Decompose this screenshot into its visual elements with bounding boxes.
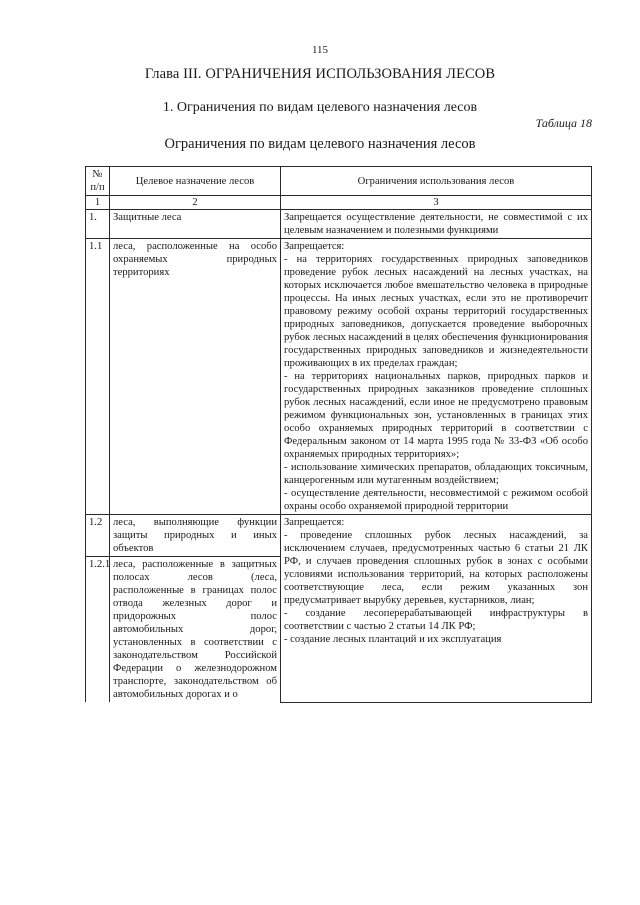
restriction-line: - использование химических препаратов, обладающих токсичным, канцерогенным или мутагенным воздействием;	[284, 462, 588, 486]
section-title: 1. Ограничения по видам целевого назначения лесов	[162, 100, 478, 115]
table-header-row	[86, 167, 592, 196]
row-purpose: леса, выполняющие функции защиты природных и иных объектов	[110, 515, 281, 557]
column-number: 1	[86, 196, 110, 210]
chapter-title: Глава III. ОГРАНИЧЕНИЯ ИСПОЛЬЗОВАНИЯ ЛЕСОВ	[144, 66, 496, 82]
table-row	[86, 210, 592, 239]
restriction-line: - на территориях государственных природных заповедников проведение рубок лесных насаждений на лесных участках, на которых исключается любое вмешательство человека в природные процессы. На иных лесных участках, если это не противоречит правовому режиму особой охраны территорий государственных природных заповедников, допускается проведение выборочных рубок лесных насаждений в целях обеспечения функционирования государственных природных заповедников и жизнедеятельности проживающих в их пределах граждан;	[284, 254, 588, 369]
table-caption: Ограничения по видам целевого назначения лесов	[164, 136, 476, 152]
table-row	[86, 239, 592, 515]
restriction-line: - на территориях национальных парков, природных парков и государственных природных заказников проведение сплошных рубок лесных насаждений, если иное не предусмотрено правовым режимом функциональных зон, установленных в границах этих особо охраняемых природных территорий в соответствии с Федеральным законом от 14 марта 1995 года № 33-ФЗ «Об особо охраняемых природных территориях»;	[284, 371, 588, 460]
column-number-row	[86, 196, 592, 210]
restriction-line: Запрещается:	[284, 517, 345, 528]
row-purpose: Защитные леса	[110, 210, 281, 239]
restrictions-table	[85, 166, 592, 703]
page-number: 115	[311, 44, 329, 56]
row-purpose: леса, расположенные на особо охраняемых природных территориях	[110, 239, 281, 515]
row-purpose: леса, расположенные в защитных полосах лесов (леса, расположенные в границах полос отвода железных дорог и придорожных полос автомобильных дорог, установленных в соответствии с законодательством Российской Федерации о железнодорожном транспорте, законодательством об автомобильных дорогах и о	[110, 557, 281, 703]
header-restrictions: Ограничения использования лесов	[281, 167, 592, 196]
header-purpose: Целевое назначение лесов	[110, 167, 281, 196]
restriction-line: - проведение сплошных рубок лесных насаждений, за исключением случаев, предусмотренных частью 6 статьи 21 ЛК РФ, и случаев проведения сплошных рубок в зонах с особыми условиями использования территорий, на которых расположены соответствующие леса, если режим указанных зон предусматривает вырубку деревьев, кустарников, лиан;	[284, 530, 588, 606]
restriction-line: - создание лесоперерабатывающей инфраструктуры в соответствии с частью 2 статьи 14 ЛК РФ;	[284, 608, 588, 632]
header-number: № п/п	[86, 167, 110, 196]
table-row	[86, 515, 592, 557]
table-reference: Таблица 18	[535, 116, 592, 130]
row-restriction: Запрещается осуществление деятельности, не совместимой с их целевым назначением и полезными функциями	[281, 210, 592, 239]
restriction-line: - создание лесных плантаций и их эксплуатация	[284, 634, 502, 645]
row-number: 1.2	[86, 515, 110, 557]
restriction-line: - осуществление деятельности, несовместимой с режимом особой охраны особо охраняемой природной территории	[284, 488, 588, 512]
row-number: 1.2.1	[86, 557, 110, 703]
column-number: 2	[110, 196, 281, 210]
row-number: 1.1	[86, 239, 110, 515]
row-restriction	[281, 515, 592, 703]
row-restriction	[281, 239, 592, 515]
restriction-line: Запрещается:	[284, 241, 345, 252]
row-number: 1.	[86, 210, 110, 239]
column-number: 3	[281, 196, 592, 210]
